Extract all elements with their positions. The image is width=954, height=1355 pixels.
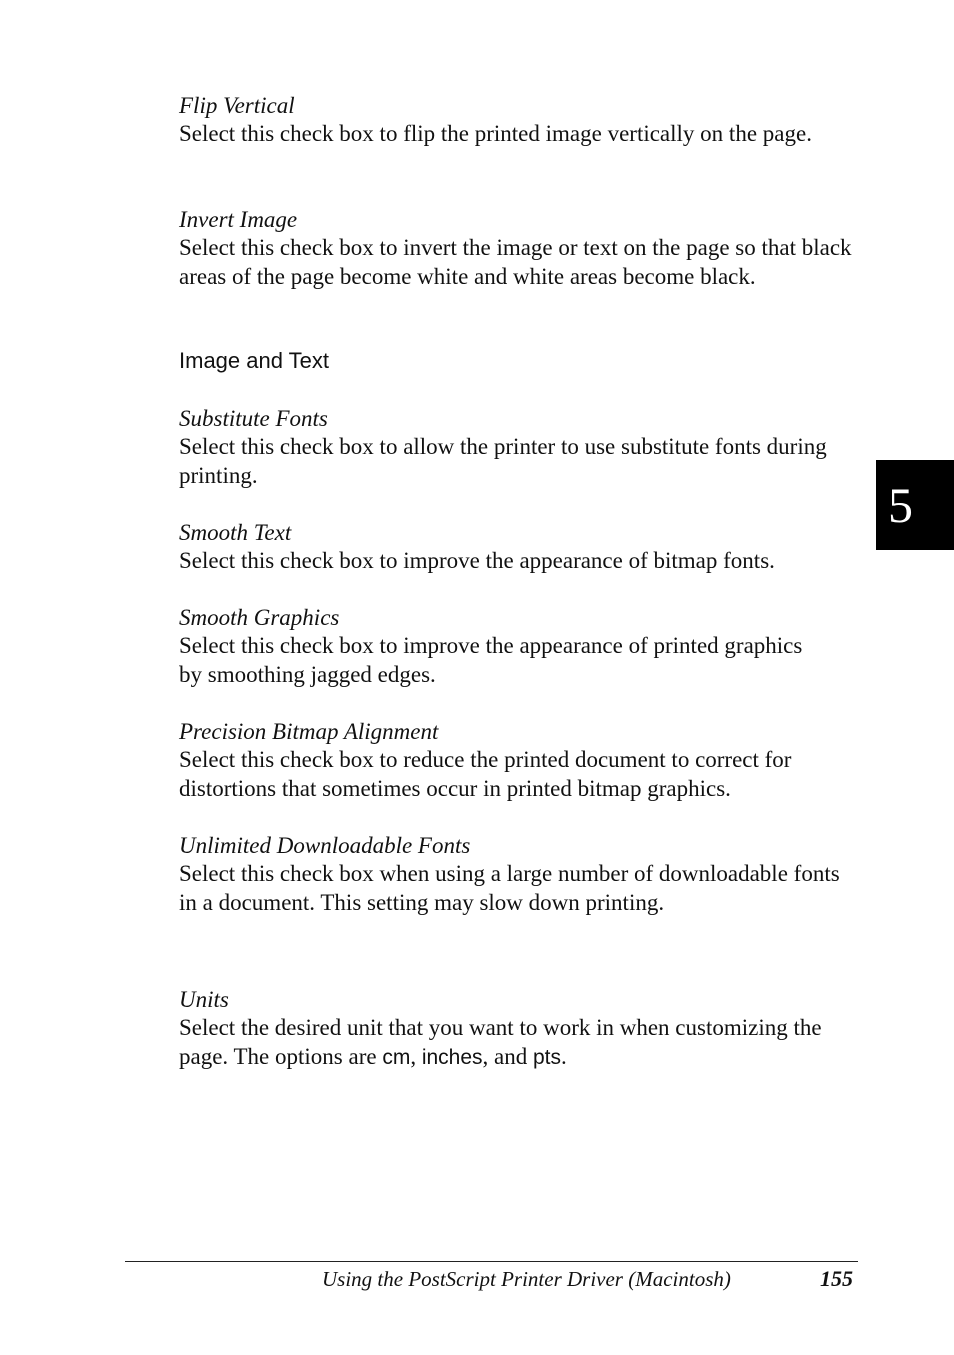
section-heading: Image and Text — [179, 348, 330, 373]
entry-description: Select this check box when using a large number of downloadable fonts in a document. This setting may slow down printing. — [179, 861, 840, 915]
unit-option-pts: pts — [533, 1045, 562, 1069]
unit-option-cm: cm — [382, 1045, 411, 1069]
entry-smooth-text — [179, 519, 869, 576]
footer-title: Using the PostScript Printer Driver (Macintosh) — [322, 1267, 731, 1291]
entry-term: Smooth Graphics — [179, 605, 340, 630]
entry-term: Smooth Text — [179, 520, 292, 545]
separator: , — [410, 1043, 417, 1069]
entry-term: Unlimited Downloadable Fonts — [179, 833, 471, 858]
entry-description: Select this check box to flip the printed image vertically on the page. — [179, 121, 812, 146]
entry-term: Precision Bitmap Alignment — [179, 719, 439, 744]
entry-units — [179, 986, 869, 1072]
unit-option-inches: inches — [421, 1045, 483, 1069]
entry-smooth-graphics — [179, 604, 869, 689]
entry-term: Substitute Fonts — [179, 406, 328, 431]
entry-invert-image — [179, 206, 869, 291]
entry-substitute-fonts — [179, 405, 869, 490]
entry-term: Units — [179, 987, 229, 1012]
page-number: 155 — [820, 1266, 853, 1291]
separator: , and — [482, 1043, 528, 1069]
entry-precision-bitmap-alignment — [179, 718, 869, 803]
entry-unlimited-downloadable-fonts — [179, 832, 869, 917]
entry-description: Select this check box to allow the printer to use substitute fonts during printing. — [179, 434, 827, 488]
entry-term: Flip Vertical — [179, 93, 295, 118]
entry-description: Select this check box to improve the appearance of printed graphics by smoothing jagged edges. — [179, 633, 803, 687]
chapter-tab: 5 — [876, 460, 954, 550]
units-description-text: Select the desired unit that you want to work in when customizing the page. The options are — [179, 1015, 822, 1069]
entry-description: Select this check box to improve the appearance of bitmap fonts. — [179, 548, 775, 573]
footer-rule — [125, 1261, 858, 1262]
entry-term: Invert Image — [179, 207, 298, 232]
entry-description: Select this check box to reduce the printed document to correct for distortions that sometimes occur in printed bitmap graphics. — [179, 747, 792, 801]
sentence-end: . — [561, 1043, 567, 1069]
entry-description — [179, 1014, 861, 1072]
entry-flip-vertical — [179, 92, 869, 149]
entry-description: Select this check box to invert the image or text on the page so that black areas of the page become white and white areas become black. — [179, 235, 852, 289]
